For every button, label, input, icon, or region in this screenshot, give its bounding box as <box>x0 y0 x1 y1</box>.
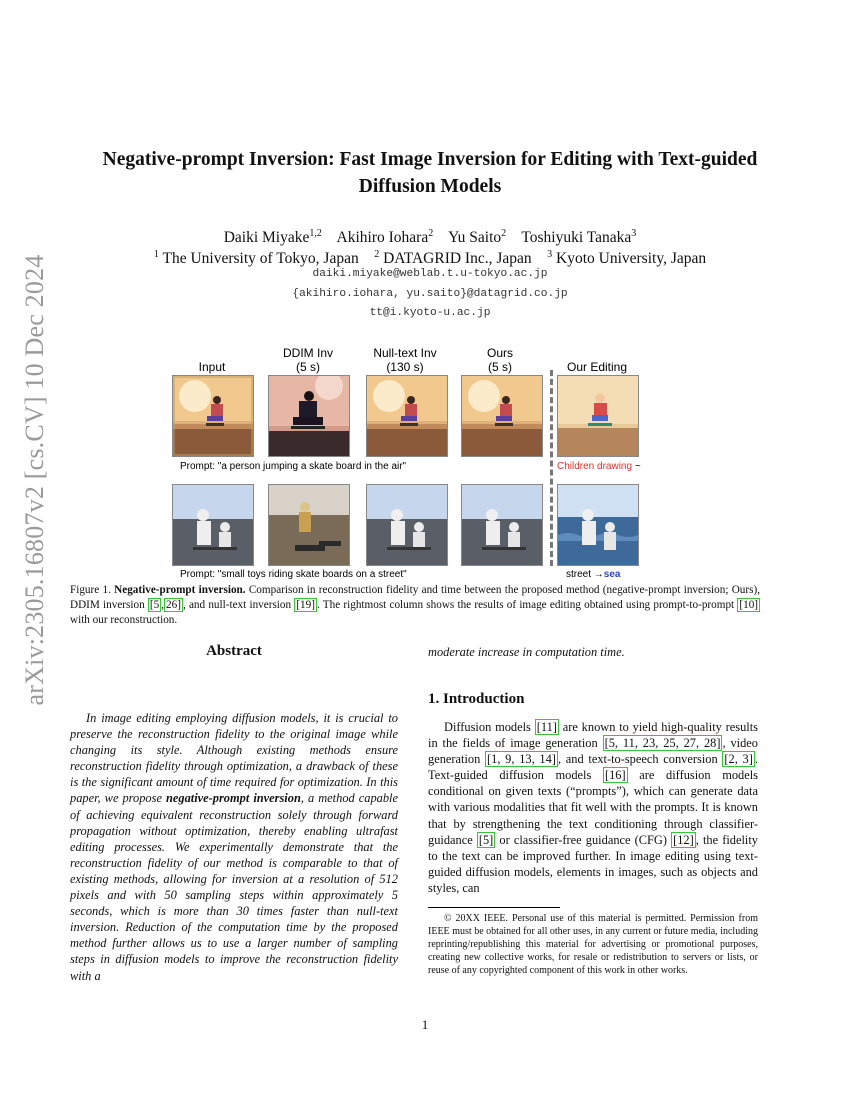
edit-prompt-red: Children drawing <box>557 461 633 472</box>
citation-link[interactable]: [19] <box>296 599 315 611</box>
title-line-2: Diffusion Models <box>358 176 502 197</box>
affiliation: DATAGRID Inc., Japan <box>383 250 532 268</box>
affiliation: Kyoto University, Japan <box>556 250 707 268</box>
edit-to: sea <box>603 569 621 580</box>
author-name: Daiki Miyake <box>223 229 310 247</box>
affiliation: The University of Tokyo, Japan <box>162 250 359 268</box>
fig-image-ddim-toys <box>268 484 350 566</box>
row2-prompt: Prompt: "small toys riding skate boards on a street" <box>180 569 407 580</box>
author-affil-sup: 3 <box>631 228 637 239</box>
citation-link[interactable]: [1, 9, 13, 14] <box>487 752 556 767</box>
fig-col-header-nulltext <box>360 346 450 374</box>
citation-link[interactable]: [5, 11, 23, 25, 27, 28] <box>604 736 721 751</box>
paper-title <box>60 146 800 200</box>
abstract-emphasis: negative-prompt inversion <box>166 791 301 806</box>
intro-text: Diffusion models <box>444 720 531 734</box>
row1-prompt: Prompt: "a person jumping a skate board in the air" <box>180 461 407 472</box>
fig-image-input-skater <box>172 375 254 457</box>
citation-link[interactable]: [2, 3] <box>724 752 753 767</box>
citation-link[interactable]: [10] <box>739 599 759 611</box>
fig-col-header-ours <box>460 346 540 374</box>
intro-text: , and text-to-speech conversion <box>557 752 718 767</box>
fig-image-nulltext-skater <box>366 375 448 457</box>
caption-text: . The rightmost column shows the results of image editing obtained using prompt-to-prompt <box>316 599 735 611</box>
caption-title: Negative-prompt inversion. <box>114 584 246 596</box>
intro-body <box>428 719 758 896</box>
intro-heading: 1. Introduction <box>428 691 525 707</box>
col-title: DDIM Inv <box>282 346 333 360</box>
abstract-text: In image editing employing diffusion models, it is crucial to preserve the reconstruction fidelity to the original image while changing its style. Although existing methods ensure reconstruction fidelity through optimization, a drawback of these is the significant amount of time required for optimization. In this paper, we propose <box>70 711 398 806</box>
email-2: {akihiro.iohara, yu.saito}@datagrid.co.jp <box>292 288 568 300</box>
author-name: Akihiro Iohara <box>336 229 429 247</box>
col-time: (5 s) <box>296 360 320 374</box>
edit-from: street <box>566 569 592 580</box>
row1-edit-label <box>557 461 641 472</box>
row2-edit-label <box>566 569 620 580</box>
citation-link[interactable]: [11] <box>536 720 557 734</box>
col-title: Input <box>198 360 226 374</box>
intro-text: . Text-guided diffusion models <box>428 752 758 783</box>
caption-text: , and null-text inversion <box>182 599 292 611</box>
col-title: Null-text Inv <box>373 346 437 360</box>
title-line-1: Negative-prompt Inversion: Fast Image Inversion for Editing with Text-guided <box>102 149 758 170</box>
col-time: (5 s) <box>488 360 512 374</box>
intro-text: , the fidelity to the text can be improved further. In image editing using text-guided diffusion models, elements in images, such as objects and styles, can <box>428 832 758 895</box>
author-name: Yu Saito <box>448 229 502 247</box>
col-title: Our Editing <box>566 360 628 374</box>
intro-text: , video generation <box>428 736 759 767</box>
col-time: (130 s) <box>386 360 424 374</box>
citation-link[interactable]: [5 <box>149 599 160 611</box>
fig-image-edit-drawing <box>557 375 639 457</box>
figure-caption <box>70 583 760 628</box>
edit-suffix: ~ <box>634 461 641 472</box>
abstract-continuation: moderate increase in computation time. <box>428 645 625 659</box>
intro-text: are diffusion models conditional on given texts (“prompts”), which can generate data with various modalities that fit well with the prompts. It is known that by strengthening the text conditioning through classifier-guidance <box>428 768 758 847</box>
col-title: Ours <box>486 346 513 360</box>
fig-image-ddim-skater <box>268 375 350 457</box>
author-name: Toshiyuki Tanaka <box>521 229 632 247</box>
email-3: tt@i.kyoto-u.ac.jp <box>369 307 491 319</box>
intro-text: are known to yield high-quality results in the fields of image generation <box>428 720 758 751</box>
citation-link[interactable]: [12] <box>673 832 694 847</box>
abstract-text: , a method capable of achieving equivalent reconstruction solely through forward propagation without optimization, thereby enabling ultrafast editing processes. We experimentally demonstrate that the reconstruction fidelity of our method is comparable to that of existing methods, allowing for inversion at a resolution of 512 pixels and with 50 sampling steps within approximately 5 seconds, which is more than 30 times faster than null-text inversion. Reduction of the computation time by the proposed method further allows us to use a larger number of sampling steps in diffusion models to improve the reconstruction fidelity with a <box>70 791 398 983</box>
caption-label: Figure 1. <box>70 584 111 596</box>
affil-sup: 2 <box>374 249 380 260</box>
affil-sup: 1 <box>153 249 159 260</box>
caption-text: Comparison in reconstruction fidelity and time between the proposed method (negative-prompt inversion; Ours), DDIM inversion <box>70 584 761 611</box>
fig-image-ours-toys <box>461 484 543 566</box>
fig-image-edit-sea <box>557 484 639 566</box>
footnote-rule <box>428 907 560 908</box>
abstract-heading: Abstract <box>206 643 262 659</box>
intro-text: or classifier-free guidance (CFG) <box>499 832 667 847</box>
citation-link[interactable]: 26] <box>166 599 181 611</box>
fig-col-header-editing <box>555 360 639 374</box>
arrow-right-icon: → <box>593 569 604 580</box>
page-number: 1 <box>421 1017 429 1032</box>
caption-text: with our reconstruction. <box>70 614 178 626</box>
citation-link[interactable]: [5] <box>478 832 494 847</box>
fig-col-header-input <box>172 360 252 374</box>
fig-col-header-ddim <box>268 346 348 374</box>
figure-divider <box>550 370 553 566</box>
fig-image-ours-skater <box>461 375 543 457</box>
citation-link[interactable]: [16] <box>604 768 626 783</box>
fig-image-input-toys <box>172 484 254 566</box>
email-1: daiki.miyake@weblab.t.u-tokyo.ac.jp <box>312 268 548 280</box>
copyright-footnote: © 20XX IEEE. Personal use of this material is permitted. Permission from IEEE must be obtained for all other uses, in any current or future media, including reprinting/republishing this material for advertising or promotional purposes, creating new collective works, for resale or redistribution to servers or lists, or reuse of any copyrighted component of this work in other works. <box>428 913 758 977</box>
affiliation-list <box>60 245 800 269</box>
author-affil-sup: 2 <box>428 228 434 239</box>
affil-sup: 3 <box>547 249 553 260</box>
citation-separator: , <box>161 599 165 611</box>
arxiv-id-label: arXiv:2305.16807v2 [cs.CV] 10 Dec 2024 <box>20 254 49 706</box>
abstract-body <box>70 710 398 984</box>
fig-image-nulltext-toys <box>366 484 448 566</box>
author-affil-sup: 1,2 <box>309 228 322 239</box>
author-affil-sup: 2 <box>501 228 507 239</box>
